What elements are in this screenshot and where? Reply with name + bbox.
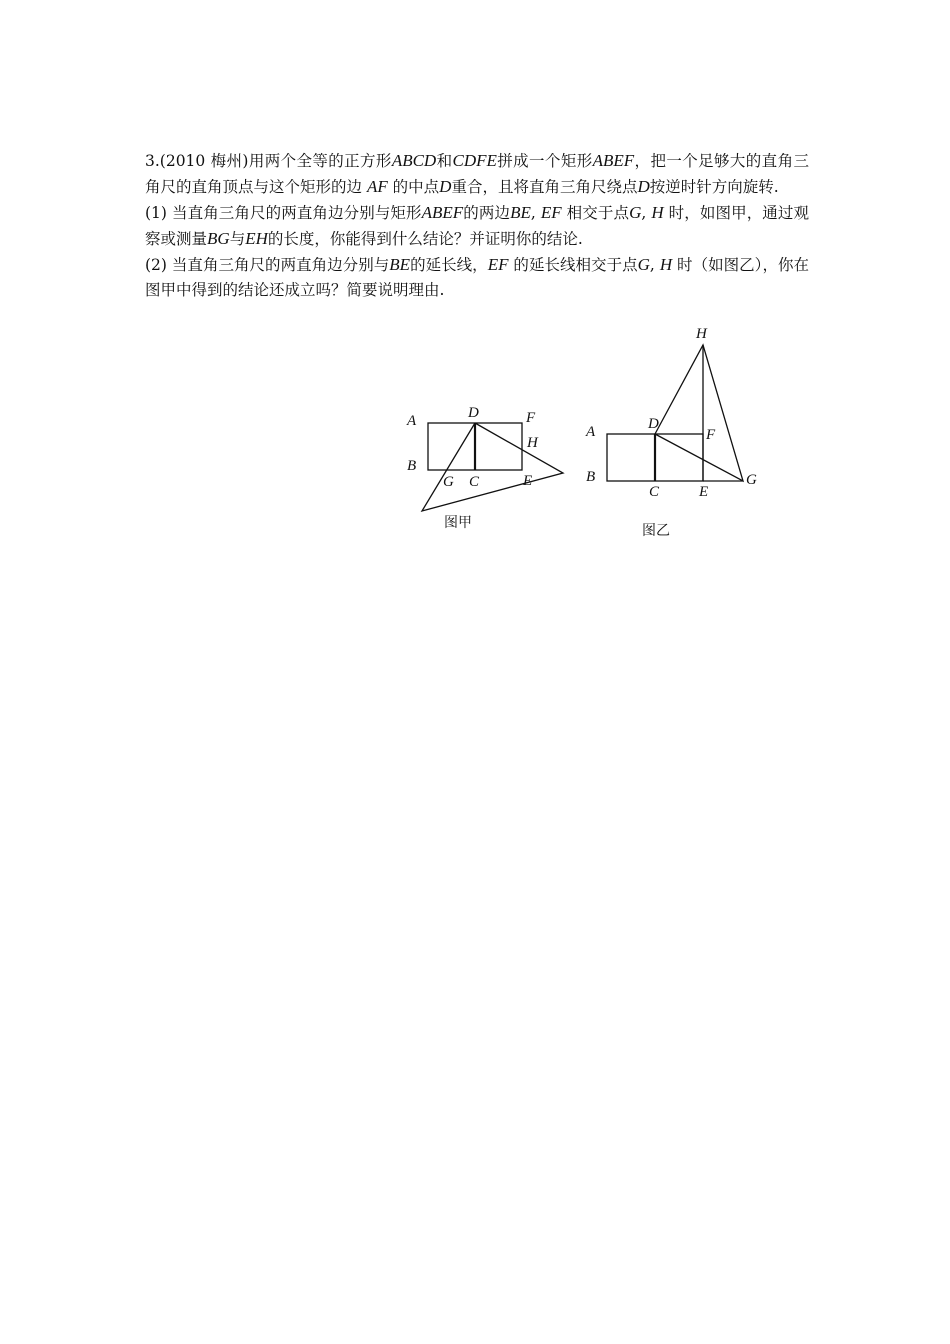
label-D: D <box>648 416 659 432</box>
text-run: 时（如图乙），你在图甲中得到的结论还成立吗？简要说明理由. <box>145 256 809 299</box>
text-run: , <box>649 256 660 274</box>
math-symbol: BE <box>389 255 411 274</box>
text-run: 时，如图甲，通过观察或测量 <box>145 204 809 248</box>
math-symbol: BG <box>207 229 230 248</box>
text-run: (1) 当直角三角尺的两直角边分别与矩形 <box>145 204 422 222</box>
math-symbol: BE <box>510 203 531 222</box>
triangle-ruler <box>655 345 743 481</box>
label-E: E <box>699 484 709 500</box>
text-run: 的延长线， <box>410 256 488 274</box>
math-symbol: AF <box>366 177 388 196</box>
text-run: 拼成一个矩形 <box>496 152 593 170</box>
label-A: A <box>586 424 596 440</box>
label-B: B <box>586 469 596 485</box>
text-run: , <box>641 204 652 222</box>
caption-jia: 图甲 <box>444 515 472 531</box>
label-E: E <box>523 473 533 489</box>
math-symbol: G <box>637 255 650 274</box>
math-symbol: CDFE <box>452 151 497 170</box>
text-run: 相交于点 <box>561 204 630 222</box>
math-symbol: D <box>439 177 452 196</box>
label-C: C <box>469 474 480 490</box>
text-run: 和 <box>436 152 453 170</box>
math-symbol: H <box>659 255 673 274</box>
label-F: F <box>526 410 536 426</box>
problem-intro <box>145 148 809 200</box>
text-run: 与 <box>229 230 246 248</box>
text-run: (2) 当直角三角尺的两直角边分别与 <box>145 256 390 274</box>
text-run: ，把一个足够大的直角三角尺的直角顶点与这个矩形的边 <box>145 152 809 196</box>
text-run: 的中点 <box>387 178 440 196</box>
math-symbol: D <box>637 177 650 196</box>
figure-yi <box>580 320 780 540</box>
label-G: G <box>746 472 757 488</box>
caption-yi: 图乙 <box>642 523 670 539</box>
math-symbol: EF <box>487 255 509 274</box>
text-run: 的延长线相交于点 <box>508 256 638 274</box>
text-run: 重合，且将直角三角尺绕点 <box>451 178 638 196</box>
label-A: A <box>407 413 417 429</box>
problem-part-2 <box>145 252 809 303</box>
problem-text <box>145 148 809 303</box>
problem-part-1 <box>145 200 809 252</box>
text-run: 的两边 <box>463 204 511 222</box>
math-symbol: ABCD <box>391 151 437 170</box>
math-symbol: ABEF <box>421 203 464 222</box>
text-run: 按逆时针方向旋转. <box>649 178 779 196</box>
label-H: H <box>527 435 538 451</box>
math-symbol: H <box>651 203 664 222</box>
label-F: F <box>706 427 716 443</box>
label-G: G <box>443 474 454 490</box>
figure-jia <box>400 400 600 540</box>
triangle-ruler <box>422 423 563 511</box>
math-symbol: EH <box>245 229 268 248</box>
math-symbol: G <box>629 203 642 222</box>
math-symbol: ABEF <box>592 151 635 170</box>
label-B: B <box>407 458 417 474</box>
label-H: H <box>696 326 707 342</box>
text-run: 的长度，你能得到什么结论？并证明你的结论. <box>267 230 583 248</box>
math-symbol: EF <box>540 203 562 222</box>
text-run: , <box>530 204 541 222</box>
text-run: 3.(2010 梅州)用两个全等的正方形 <box>145 152 392 170</box>
label-C: C <box>649 484 660 500</box>
label-D: D <box>468 405 479 421</box>
